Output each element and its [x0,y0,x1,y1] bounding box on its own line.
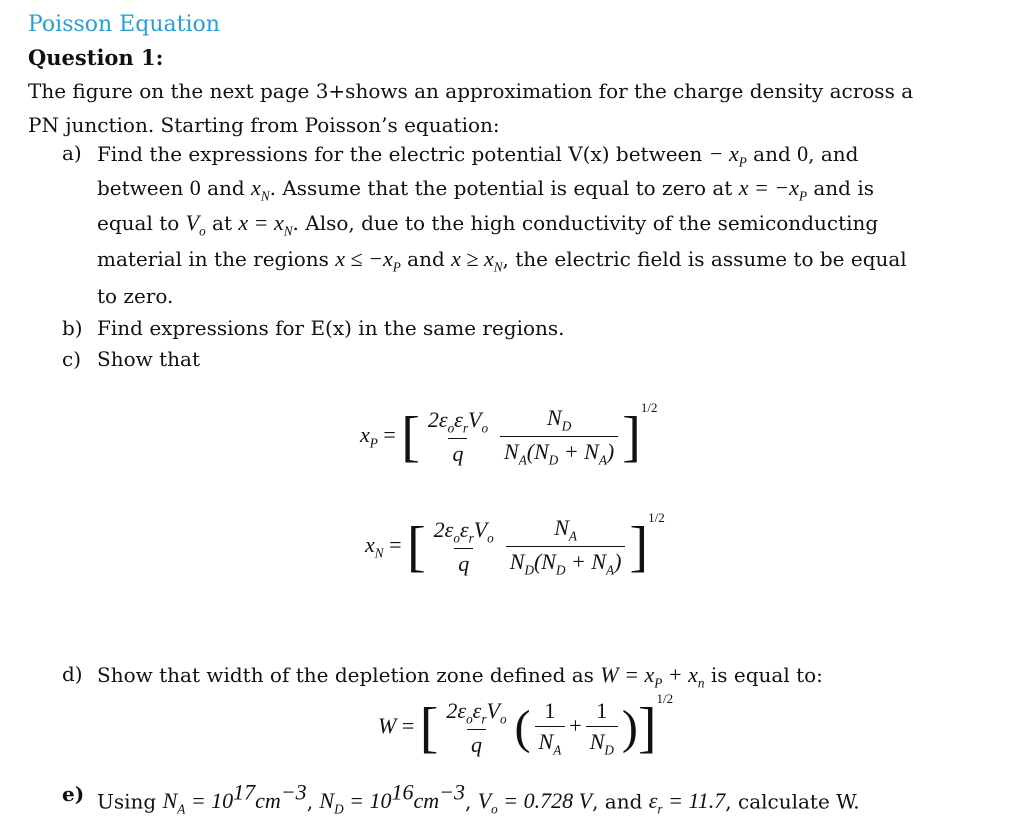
n-var: N [509,549,525,575]
item-a-line-4 [97,246,907,275]
v-var: V [467,406,482,432]
exp: 16 [391,780,414,805]
zero: 0 [797,141,809,166]
n-var: N [504,439,519,465]
left-bracket: [ [419,697,439,760]
plus-x: + x [662,662,698,687]
eps: ε [472,698,482,723]
plus-n: + N [558,439,599,465]
sub-r: r [481,711,487,727]
close-paren: ) [606,439,615,465]
x-eq-xn [238,210,293,239]
paren-n: (N [533,549,556,575]
item-d-text [97,662,823,691]
n-var: N [554,515,569,540]
num-2eps: 2ε [427,406,448,432]
formula-xn [365,509,665,579]
x-eq-minus-xp [738,175,807,204]
l3-pre: equal to [97,211,186,235]
left-paren: ( [514,701,531,755]
formula-w [378,690,674,760]
x-var: x [360,421,370,447]
sub-o: o [491,801,498,817]
x-le-minus-xp [335,246,401,275]
eps: ε [454,406,463,432]
left-bracket: [ [406,515,426,578]
l4-end: , the electric field is assume to be equal [502,247,907,271]
unit: cm [255,788,281,814]
item-a-line-2 [97,175,874,204]
er-eq: = 11.7 [662,788,726,814]
section-title: Poisson Equation [28,12,220,37]
frac-den-q: q [448,438,467,467]
equals: = [396,713,420,739]
vo-math [185,210,206,239]
one: 1 [596,698,608,723]
na-value [162,780,307,817]
sub-d: D [548,452,559,468]
sub-r: r [468,530,474,546]
intro-line-1: The figure on the next page 3+shows an approximation for the charge density across a [28,79,914,103]
n-var: N [538,729,554,754]
sub-a: A [598,452,607,468]
v-var: V [486,698,500,723]
frac-den-na [535,726,566,758]
item-a-marker: a) [62,141,82,165]
question-title: Question 1: [28,45,164,70]
w-frac-b [586,698,618,758]
n-var: N [319,788,335,814]
vo-value [477,788,593,817]
l2-pre: between [97,176,190,200]
l2-text: . Assume that the potential is equal to zero at [269,176,739,200]
l4-pre: material in the regions [97,247,336,271]
sub-a: A [606,562,615,578]
x-eq: x = x [238,210,284,235]
xp-frac-2 [500,405,618,469]
frac-den-nd [586,726,618,758]
plus-n: + N [565,549,607,575]
num-2eps: 2ε [446,698,467,723]
w-lhs: W [378,713,397,739]
at-word: at [205,211,239,235]
frac-den-q: q [467,729,486,758]
sub-o: o [453,530,460,546]
equals: = [377,421,402,447]
minus-xp: − x [708,141,739,166]
x-eq: x = −x [738,175,799,200]
eq-10: = 10 [343,788,392,814]
sub-r: r [462,420,468,436]
sub-n: n [697,675,705,691]
frac-den [500,436,618,468]
nd-value [319,780,465,817]
w-eq-x: W = x [600,662,655,687]
vo-eq: = 0.728 V [497,788,593,814]
equals: = [383,531,407,557]
d-pre: Show that width of the depletion zone defined as [97,663,601,687]
sep: , [306,789,320,814]
sub-p: P [738,154,747,170]
sub-n: N [260,188,270,204]
left-bracket: [ [401,405,420,468]
xp-frac-1 [424,407,492,467]
frac-den-q: q [454,548,473,577]
sub-a: A [553,742,562,758]
and-word: and [400,247,452,271]
item-a-l1-text: Find the expressions for the electric potential V(x) between [97,142,703,166]
one: 1 [544,698,556,723]
e-pre: Using [97,789,163,814]
and-word: and [200,176,252,200]
v-var: V [477,788,492,814]
item-d-marker: d) [62,662,83,686]
exponent: 1/2 [640,399,658,415]
x-ge: x ≥ x [451,246,494,271]
w-frac-1 [442,698,510,758]
n-var: N [589,729,605,754]
xn-lhs [365,531,384,561]
x-var: x [251,175,261,200]
sub-o: o [481,420,489,436]
sub-n: N [493,259,503,275]
eq-10: = 10 [185,788,234,814]
sub-a: A [518,452,527,468]
w-frac-a [535,698,566,758]
item-e-marker: e) [62,782,85,806]
paren-n: (N [526,439,549,465]
unit-exp: −3 [280,780,307,805]
right-bracket: ] [629,515,649,578]
sub-o: o [447,420,455,436]
frac-num-na [550,515,581,546]
xp-lhs [360,421,378,451]
exp: 17 [233,780,256,805]
sub-d: D [604,742,614,758]
right-paren: ) [621,701,638,755]
unit-exp: −3 [439,780,465,805]
er-value [648,788,726,817]
d-end: is equal to: [704,663,823,687]
eps: ε [459,516,469,542]
v-var: V [473,516,488,542]
frac-num [442,698,510,729]
item-b-marker: b) [62,316,83,340]
sub-o: o [199,223,206,239]
l2-tail: and is [807,176,874,200]
item-a-line-3 [97,210,878,239]
plus: + [569,713,582,739]
sep: , [465,789,478,814]
eps: ε [648,788,658,814]
sub-a: A [568,528,577,544]
frac-num-nd [543,405,575,436]
xn-frac-2 [506,515,626,579]
and-word: , and [592,789,649,814]
frac-den [506,546,626,578]
sub-r: r [657,801,663,817]
sub-o: o [499,711,507,727]
x-le: x ≤ −x [335,246,393,271]
sub-a: A [177,801,186,817]
xn-math [251,175,270,204]
sub-o: o [466,711,473,727]
v-var: V [185,210,200,235]
sub-d: D [561,418,572,434]
sub-d: D [524,562,534,578]
sub-n: N [283,223,293,239]
l3-end: . Also, due to the high conductivity of the semiconducting [292,211,879,235]
sub-d: D [555,562,566,578]
item-a-line-5: to zero. [97,284,174,308]
sub-p: P [392,259,401,275]
item-a-l1-math [708,141,747,170]
and-word: and [746,142,798,166]
sub-p: P [654,675,663,691]
exponent: 1/2 [656,690,674,706]
item-b-text: Find expressions for E(x) in the same regions. [97,316,565,340]
right-bracket: ] [622,405,641,468]
sub-p: P [798,188,807,204]
intro-line-2: PN junction. Starting from Poisson’s equation: [28,113,500,137]
sub-p: P [369,435,378,451]
num-2eps: 2ε [433,516,454,542]
n-var: N [162,788,178,814]
x-ge-xn [451,246,503,275]
right-bracket: ] [637,697,657,760]
frac-num [430,517,498,548]
item-c-text: Show that [97,347,200,371]
n-var: N [547,405,562,430]
exponent: 1/2 [648,509,665,525]
sub-o: o [487,530,494,546]
item-a-line-1 [97,141,858,170]
x-var: x [365,531,375,557]
formula-xp [360,399,658,469]
sub-d: D [334,801,344,817]
unit: cm [413,788,440,814]
l1-end: , and [808,142,859,166]
e-end: , calculate W. [725,789,860,814]
sub-n: N [374,545,384,561]
xn-frac-1 [430,517,498,577]
zero: 0 [189,175,201,200]
frac-num [424,407,492,438]
w-definition [600,662,705,691]
close-paren: ) [614,549,622,575]
item-c-marker: c) [62,347,82,371]
item-e-text [97,780,860,818]
